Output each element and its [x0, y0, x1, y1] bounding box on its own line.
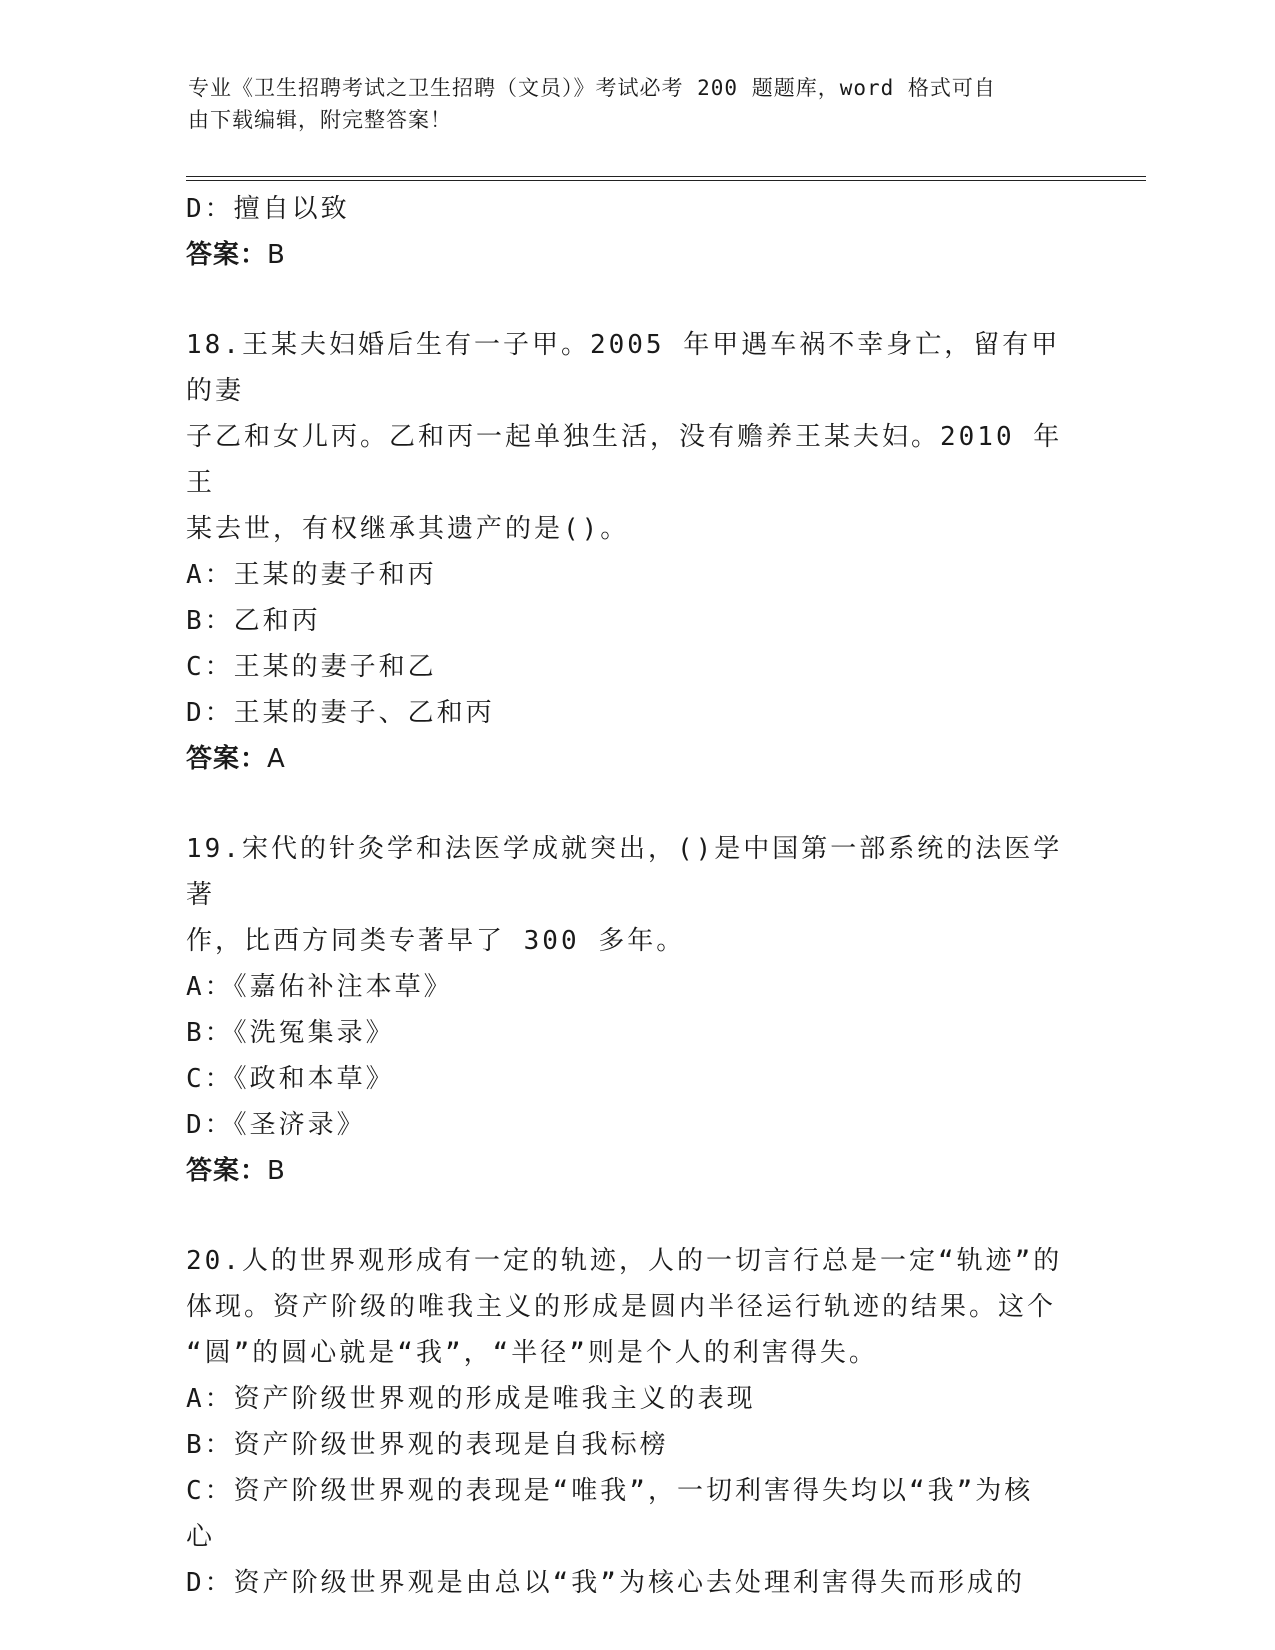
question-spacer — [186, 278, 1086, 322]
option-d: D：王某的妻子、乙和丙 — [186, 698, 495, 728]
answer-label: 答案： — [186, 240, 268, 270]
option-c: C：王某的妻子和乙 — [186, 652, 437, 682]
page-header — [188, 72, 1068, 136]
header-double-rule — [186, 176, 1146, 181]
question-stem-line: “圆”的圆心就是“我”，“半径”则是个人的利害得失。 — [186, 1338, 878, 1368]
option-b: B：《洗冤集录》 — [186, 1018, 395, 1048]
option-d: D：《圣济录》 — [186, 1110, 366, 1140]
question-19 — [186, 826, 1086, 1194]
option-b: B：乙和丙 — [186, 606, 321, 636]
question-stem-line: 作，比西方同类专著早了 300 多年。 — [186, 926, 686, 956]
question-18 — [186, 322, 1086, 782]
option-a: A：王某的妻子和丙 — [186, 560, 437, 590]
question-17-tail — [186, 186, 1086, 278]
question-stem-line: 体现。资产阶级的唯我主义的形成是圆内半径运行轨迹的结果。这个 — [186, 1292, 1057, 1322]
answer-value: A — [267, 744, 286, 774]
answer-value: B — [267, 240, 286, 270]
question-stem-line: 20.人的世界观形成有一定的轨迹，人的一切言行总是一定“轨迹”的 — [186, 1246, 1063, 1276]
header-line-1: 专业《卫生招聘考试之卫生招聘（文员）》考试必考 200 题题库，word 格式可自 — [188, 76, 996, 100]
option-c: C：《政和本草》 — [186, 1064, 395, 1094]
question-20 — [186, 1238, 1086, 1606]
option-d: D：资产阶级世界观是由总以“我”为核心去处理利害得失而形成的 — [186, 1568, 1025, 1598]
option-a: A：资产阶级世界观的形成是唯我主义的表现 — [186, 1384, 756, 1414]
question-spacer — [186, 1194, 1086, 1238]
document-body — [186, 186, 1086, 1606]
question-stem-line: 某去世，有权继承其遗产的是()。 — [186, 514, 630, 544]
option-c-continued: 心 — [186, 1522, 216, 1552]
answer-line — [186, 1148, 1086, 1194]
question-stem-line: 子乙和女儿丙。乙和丙一起单独生活，没有赡养王某夫妇。2010 年王 — [186, 422, 1063, 498]
answer-label: 答案： — [186, 744, 268, 774]
answer-line — [186, 736, 1086, 782]
question-stem-line: 19.宋代的针灸学和法医学成就突出，()是中国第一部系统的法医学著 — [186, 834, 1063, 910]
answer-value: B — [267, 1156, 286, 1186]
option-d: D：擅自以致 — [186, 194, 350, 224]
option-b: B：资产阶级世界观的表现是自我标榜 — [186, 1430, 669, 1460]
option-c: C：资产阶级世界观的表现是“唯我”，一切利害得失均以“我”为核 — [186, 1476, 1034, 1506]
answer-line — [186, 232, 1086, 278]
header-line-2: 由下载编辑，附完整答案！ — [188, 108, 452, 132]
question-spacer — [186, 782, 1086, 826]
option-a: A：《嘉佑补注本草》 — [186, 972, 453, 1002]
answer-label: 答案： — [186, 1156, 268, 1186]
question-stem-line: 18.王某夫妇婚后生有一子甲。2005 年甲遇车祸不幸身亡，留有甲的妻 — [186, 330, 1061, 406]
